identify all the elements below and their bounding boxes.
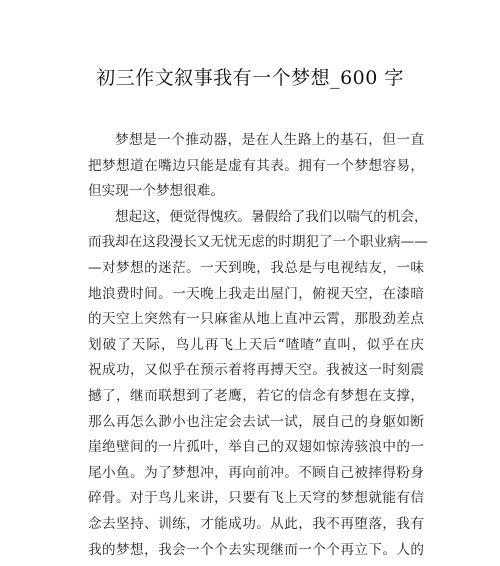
text-line: 那么再怎么渺小也注定会去试一试，展自己的身躯如断 <box>88 413 424 430</box>
text-line: 尾小鱼。为了梦想冲，再向前冲。不顾自己被摔得粉身 <box>88 464 424 481</box>
text-line: 祝成功，又似乎在预示着将再搏天空。我被这一时刻震 <box>88 362 424 379</box>
text-line: 碎骨。对于鸟儿来讲，只要有飞上天穹的梦想就能有信 <box>88 490 424 507</box>
text-line: 地浪费时间。一天晚上我走出屋门，俯视天空，在漆暗 <box>88 285 424 302</box>
text-line: 的天空上突然有一只麻雀从地上直冲云霄，那股劲差点 <box>88 311 424 328</box>
document-body <box>88 128 428 563</box>
text-line: 念去坚持、训练，才能成功。从此，我不再堕落，我有 <box>88 515 424 532</box>
text-line: 划破了天际，鸟儿再飞上天后“喳喳”直叫，似乎在庆 <box>88 336 424 353</box>
text-line: 把梦想道在嘴边只能是虚有其表。拥有一个梦想容易， <box>88 157 424 174</box>
document-title: 初三作文叙事我有一个梦想_600 字 <box>96 67 404 89</box>
text-line: 而我却在这段漫长又无忧无虑的时期犯了一个职业病—— <box>88 234 428 251</box>
text-line: 但实现一个梦想很难。 <box>88 183 224 200</box>
text-line: 想起这，便觉得愧疚。暑假给了我们以喘气的机会， <box>115 208 428 225</box>
paragraph-2 <box>88 205 428 563</box>
text-line: 梦想是一个推动器，是在人生路上的基石，但一直 <box>115 132 424 148</box>
text-line: 我的梦想，我会一个个去实现继而一个个再立下。人的 <box>88 541 424 558</box>
text-line: 撼了，继而联想到了老鹰，若它的信念有梦想在支撑， <box>88 387 424 404</box>
text-line: 崖绝壁间的一片孤叶，举自己的双翅如惊涛骇浪中的一 <box>88 439 424 456</box>
text-line: —对梦想的迷茫。一天到晚，我总是与电视结友，一味 <box>88 259 424 276</box>
paragraph-1 <box>88 128 424 205</box>
